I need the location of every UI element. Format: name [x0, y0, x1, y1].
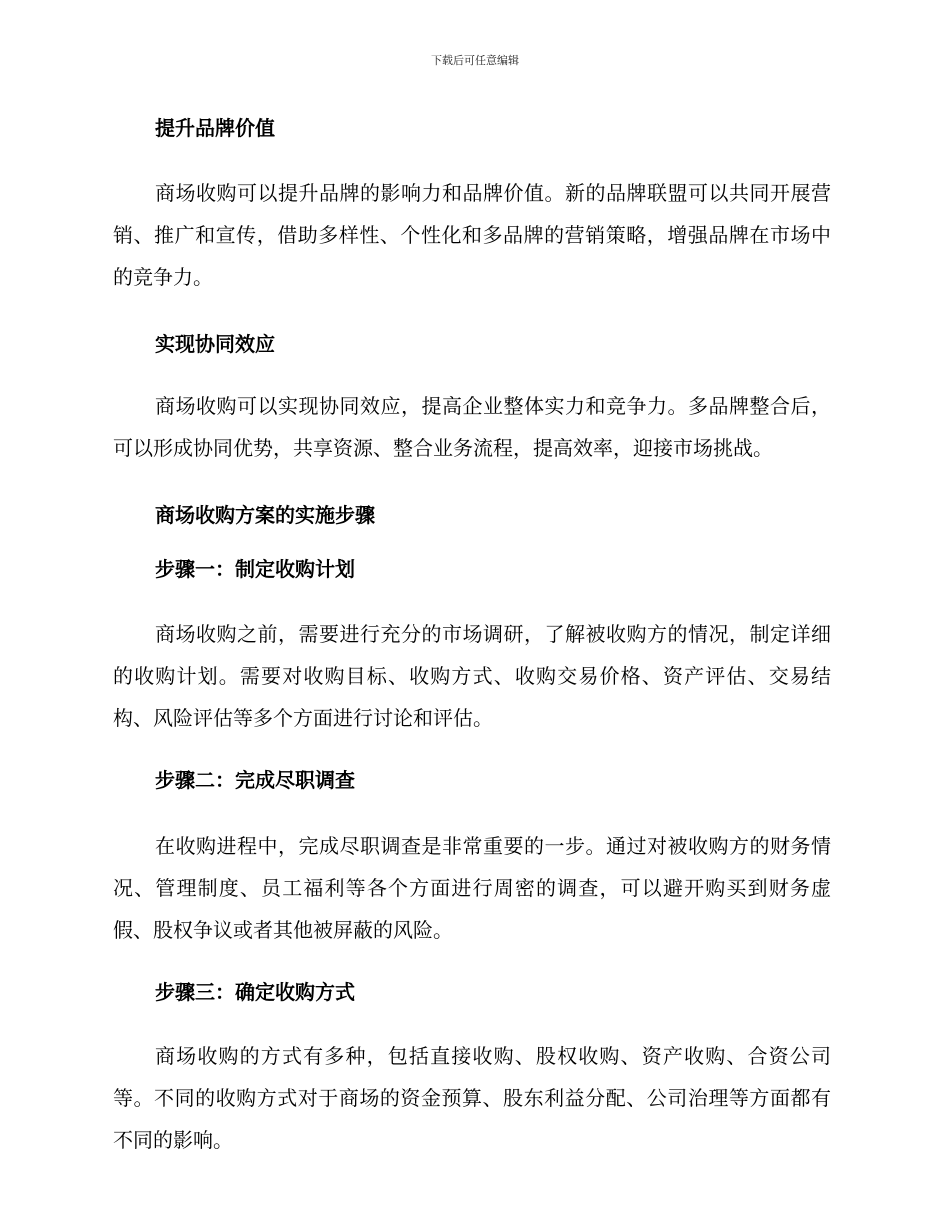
paragraph-brand-value: 商场收购可以提升品牌的影响力和品牌价值。新的品牌联盟可以共同开展营销、推广和宣传，借助多样性、个性化和多品牌的营销策略，增强品牌在市场中的竞争力。: [113, 181, 831, 289]
step-heading-2: 步骤二：完成尽职调查: [155, 768, 355, 792]
paragraph-synergy: 商场收购可以实现协同效应，提高企业整体实力和竞争力。多品牌整合后，可以形成协同优势，共享资源、整合业务流程，提高效率，迎接市场挑战。: [113, 394, 831, 460]
section-heading-synergy: 实现协同效应: [155, 332, 275, 356]
paragraph-step-1: 商场收购之前，需要进行充分的市场调研，了解被收购方的情况，制定详细的收购计划。需要对收购目标、收购方式、收购交易价格、资产评估、交易结构、风险评估等多个方面进行讨论和评估。: [113, 622, 831, 730]
step-heading-1: 步骤一：制定收购计划: [155, 557, 355, 581]
paragraph-step-3: 商场收购的方式有多种，包括直接收购、股权收购、资产收购、合资公司等。不同的收购方式对于商场的资金预算、股东利益分配、公司治理等方面都有不同的影响。: [113, 1044, 831, 1152]
section-heading-implementation-steps: 商场收购方案的实施步骤: [155, 503, 375, 527]
paragraph-step-2: 在收购进程中，完成尽职调查是非常重要的一步。通过对被收购方的财务情况、管理制度、员工福利等各个方面进行周密的调查，可以避开购买到财务虚假、股权争议或者其他被屏蔽的风险。: [113, 834, 831, 942]
step-heading-3: 步骤三：确定收购方式: [155, 980, 355, 1004]
document-body: [113, 108, 831, 1161]
header-note: 下载后可任意编辑: [431, 54, 519, 67]
section-heading-brand-value: 提升品牌价值: [155, 116, 275, 140]
